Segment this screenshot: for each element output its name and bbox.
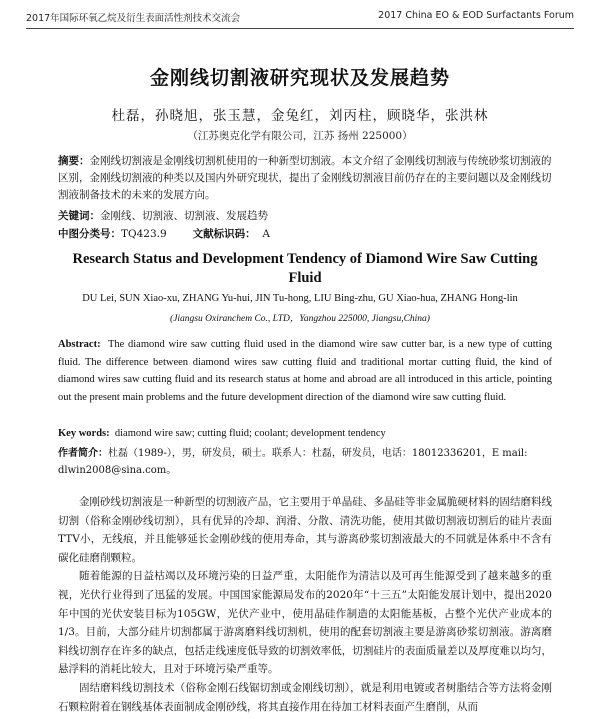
body-paragraph: 随着能源的日益枯竭以及环境污染的日益严重，太阳能作为清洁以及可再生能源受到了越来越多的重视，光伏行业得到了迅猛的发展。中国国家能源局发布的2020年“十三五”太阳能发展计划中，提出2020年中国的光伏安装目标为105GW，光伏产业中，使用晶硅作制造的太阳能基板，占整个光伏产业成本的1/3。目前，大部分硅片切割都属于游离磨料线切割机，使用的配套切割液主要是游离砂浆切割液。游离磨料线切割存在许多的缺点，包括走线速度低导致的切割效率低，切割硅片的表面质量差以及厚度难以均匀，悬浮料的消耗比较大，且对于环境污染严重等。 — [58, 570, 552, 676]
document-code-label: 文献标识码： — [192, 228, 256, 240]
author-bio-label: 作者简介： — [58, 448, 108, 459]
abstract-cn — [58, 153, 552, 204]
page-header — [26, 10, 574, 26]
title-en: Research Status and Development Tendency of Diamond Wire Saw Cutting Fluid — [72, 251, 538, 286]
header-left: 2017年国际环氧乙烷及衍生表面活性剂技术交流会 — [26, 13, 241, 24]
affiliation-cn: （江苏奥克化学有限公司，江苏 扬州 225000） — [187, 130, 413, 142]
document-code-value: A — [262, 228, 270, 240]
body-text — [58, 493, 552, 716]
keywords-en-label: Key words: — [58, 428, 110, 439]
body-paragraph: 金刚砂线切割液是一种新型的切割液产品，它主要用于单晶硅、多晶硅等非金属脆硬材料的固结磨料线切割（俗称金刚砂线切割），具有优异的冷却、润滑、分散、清洗功能，使用其做切割液切割后的硅片表面TTV小，无线痕，并且能够延长金刚砂线的使用寿命，其与游离砂浆切割液最大的不同就是体系中不含有碳化硅磨削颗粒。 — [58, 496, 552, 564]
body-paragraph: 固结磨料线切割技术（俗称金刚石线锯切割或金刚线切割），就是利用电镀或者树脂结合等方法将金刚石颗粒附着在钢线基体表面制成金刚砂线，将其直接作用在待加工材料表面产生磨削，从而 — [58, 681, 552, 713]
classification-label: 中图分类号： — [58, 228, 121, 240]
authors-en: DU Lei, SUN Xiao-xu, ZHANG Yu-hui, JIN Tu-hong, LIU Bing-zhu, GU Xiao-hua, ZHANG Hong-lin — [82, 293, 518, 304]
keywords-cn-text: 金刚线、切割液、切割液、发展趋势 — [100, 210, 268, 222]
affiliation-en: (Jiangsu Oxiranchem Co., LTD，Yangzhou 225000, Jiangsu,China) — [170, 314, 430, 324]
header-divider — [26, 28, 574, 29]
author-bio-text: 杜磊（1989-），男，研发员，硕士。联系人：杜磊，研发员，电话：18012336201，E mail: dlwin2008@sina.com。 — [58, 448, 528, 476]
title-cn: 金刚线切割液研究现状及发展趋势 — [149, 67, 450, 89]
abstract-en — [58, 336, 552, 406]
abstract-en-text: The diamond wire saw cutting fluid used in the diamond wire saw cutter bar, is a new type of cutting fluid. The difference between diamond wires saw cutting fluid and traditional mortar cutting fluid, the kind of diamond wires saw cutting fluid and its research status at home and abroad are all introduced in this article, pointing out the present main problems and the future development direction of the diamond wire saw cutting fluid. — [58, 339, 552, 403]
classification-value: TQ423.9 — [121, 228, 167, 240]
keywords-en-text: diamond wire saw; cutting fluid; coolant; development tendency — [114, 428, 386, 439]
keywords-en — [58, 428, 386, 439]
header-right: 2017 China EO & EOD Surfactants Forum — [378, 10, 574, 21]
author-bio — [58, 445, 552, 479]
keywords-cn — [58, 208, 268, 223]
authors-cn: 杜磊，孙晓旭，张玉慧，金兔红，刘丙柱，顾晓华，张洪林 — [111, 108, 489, 124]
classification — [58, 226, 270, 241]
keywords-cn-label: 关键词： — [58, 210, 100, 222]
abstract-cn-label: 摘要： — [58, 155, 90, 167]
abstract-en-label: Abstract: — [58, 339, 101, 350]
abstract-cn-text: 金刚线切割液是金刚线切割机使用的一种新型切割液。本文介绍了金刚线切割液与传统砂浆切割液的区别，金刚线切割液的种类以及国内外研究现状，提出了金刚线切割液目前仍存在的主要问题以及金刚线切割液制备技术的未来的发展方向。 — [58, 155, 552, 201]
